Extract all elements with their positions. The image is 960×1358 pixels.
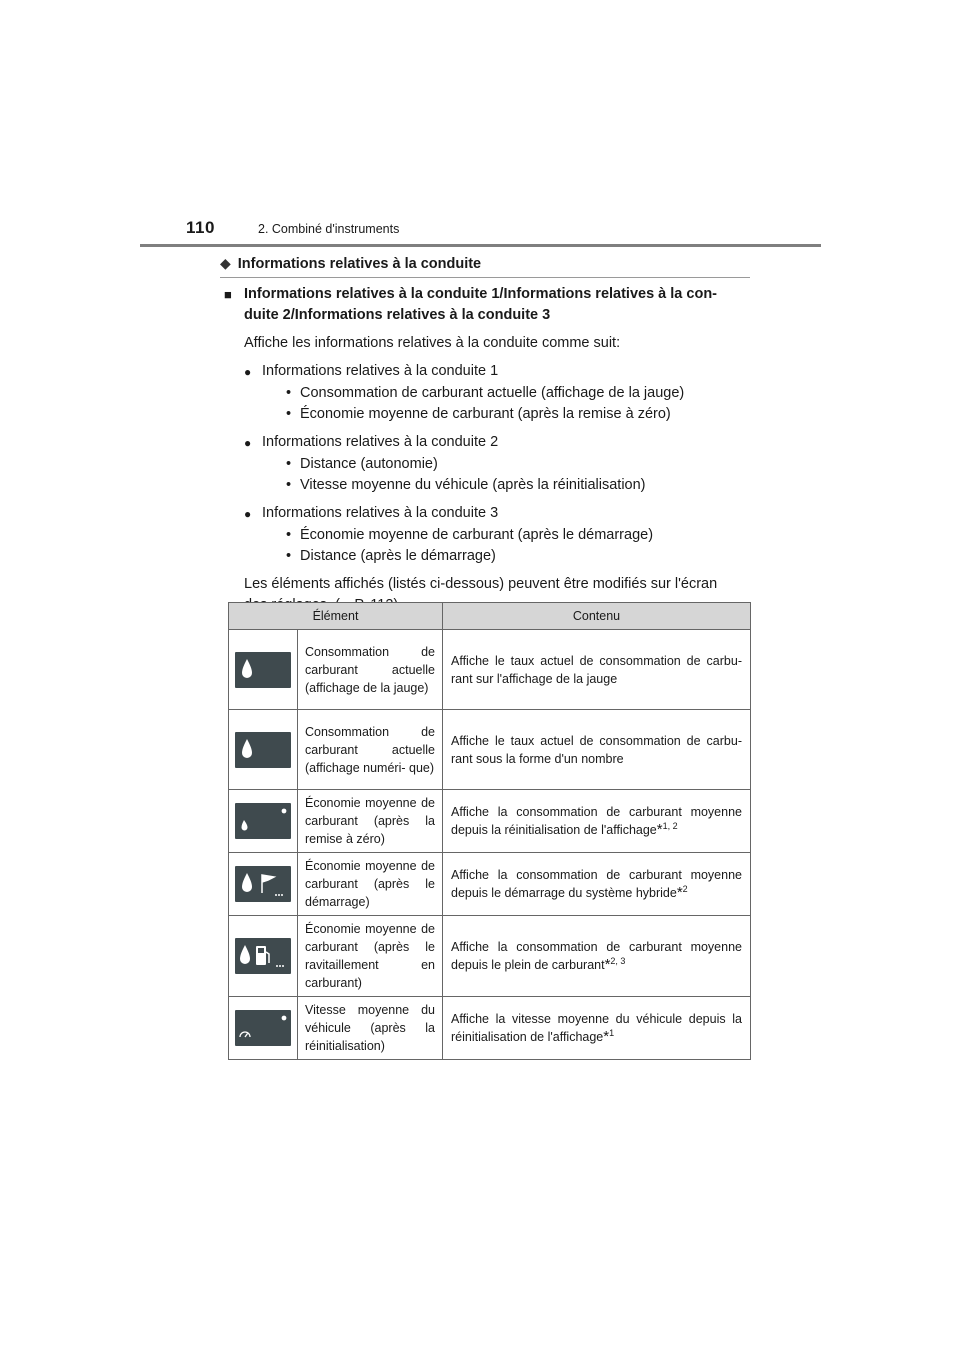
subsection-title: ■ Informations relatives à la conduite 1/Informations relatives à la con- duite 2/Informations relatives à la conduite 3	[224, 284, 746, 326]
table-row: Économie moyenne de carburant (après le ravitaillement en carburant) Affiche la consommation de carburant moyenne depuis le plein de carburant*$^{2, 3}$	[229, 916, 751, 997]
list-item: • Distance (après le démarrage)	[286, 548, 496, 564]
header-rule	[140, 244, 821, 247]
bullet-icon: ●	[244, 365, 252, 379]
list-item: • Distance (autonomie)	[286, 456, 438, 472]
fuel-drop-flag-icon	[235, 866, 291, 902]
diamond-icon: ◆	[220, 255, 231, 271]
table-row: Économie moyenne de carburant (après la remise à zéro) Affiche la consommation de carburant moyenne depuis la réinitialisation de l'affichage*$^{1, 2}$	[229, 790, 751, 853]
table-row: Économie moyenne de carburant (après le démarrage) Affiche la consommation de carburant moyenne depuis le démarrage du système hybride*$^2$	[229, 853, 751, 916]
list-item: • Vitesse moyenne du véhicule (après la réinitialisation)	[286, 477, 646, 493]
bullet-icon: ●	[244, 507, 252, 521]
speedometer-reset-icon	[235, 1010, 291, 1046]
table-row: Consommation de carburant actuelle (affichage numéri- que) Affiche le taux actuel de consommation de carbu- rant sous la forme d'un nombre	[229, 710, 751, 790]
fuel-drop-icon	[235, 652, 291, 688]
column-header: Élément	[229, 603, 443, 630]
chapter-title: 2. Combiné d'instruments	[258, 222, 400, 236]
list-item: • Économie moyenne de carburant (après le démarrage)	[286, 527, 654, 543]
fuel-drop-icon	[235, 732, 291, 768]
square-bullet-icon: ■	[224, 287, 232, 302]
bullet-icon: ●	[244, 436, 252, 450]
list-item: ● Informations relatives à la conduite 2	[244, 432, 746, 454]
section-title: ◆ Informations relatives à la conduite	[220, 255, 750, 278]
list-item: • Consommation de carburant actuelle (affichage de la jauge)	[286, 385, 685, 401]
list-item: • Économie moyenne de carburant (après la remise à zéro)	[286, 406, 671, 422]
column-header: Contenu	[443, 603, 751, 630]
intro-text: Affiche les informations relatives à la conduite comme suit:	[244, 335, 621, 351]
fuel-drop-reset-icon	[235, 803, 291, 839]
footer-note: Les éléments affichés (listés ci-dessous) peuvent être modifiés sur l'écran	[244, 576, 718, 592]
fuel-drop-pump-icon	[235, 938, 291, 974]
list-item: ● Informations relatives à la conduite 3	[244, 503, 746, 525]
table-header-row	[229, 603, 751, 630]
page-number: 110	[186, 218, 215, 237]
table-row: Consommation de carburant actuelle (affichage de la jauge) Affiche le taux actuel de consommation de carbu- rant sur l'affichage de la jauge	[229, 630, 751, 710]
table-row: Vitesse moyenne du véhicule (après la réinitialisation) Affiche la vitesse moyenne du véhicule depuis la réinitialisation de l'affichage*$^1$	[229, 997, 751, 1060]
section-body	[224, 284, 746, 616]
info-table	[228, 602, 751, 1060]
list-item: ● Informations relatives à la conduite 1	[244, 361, 746, 383]
